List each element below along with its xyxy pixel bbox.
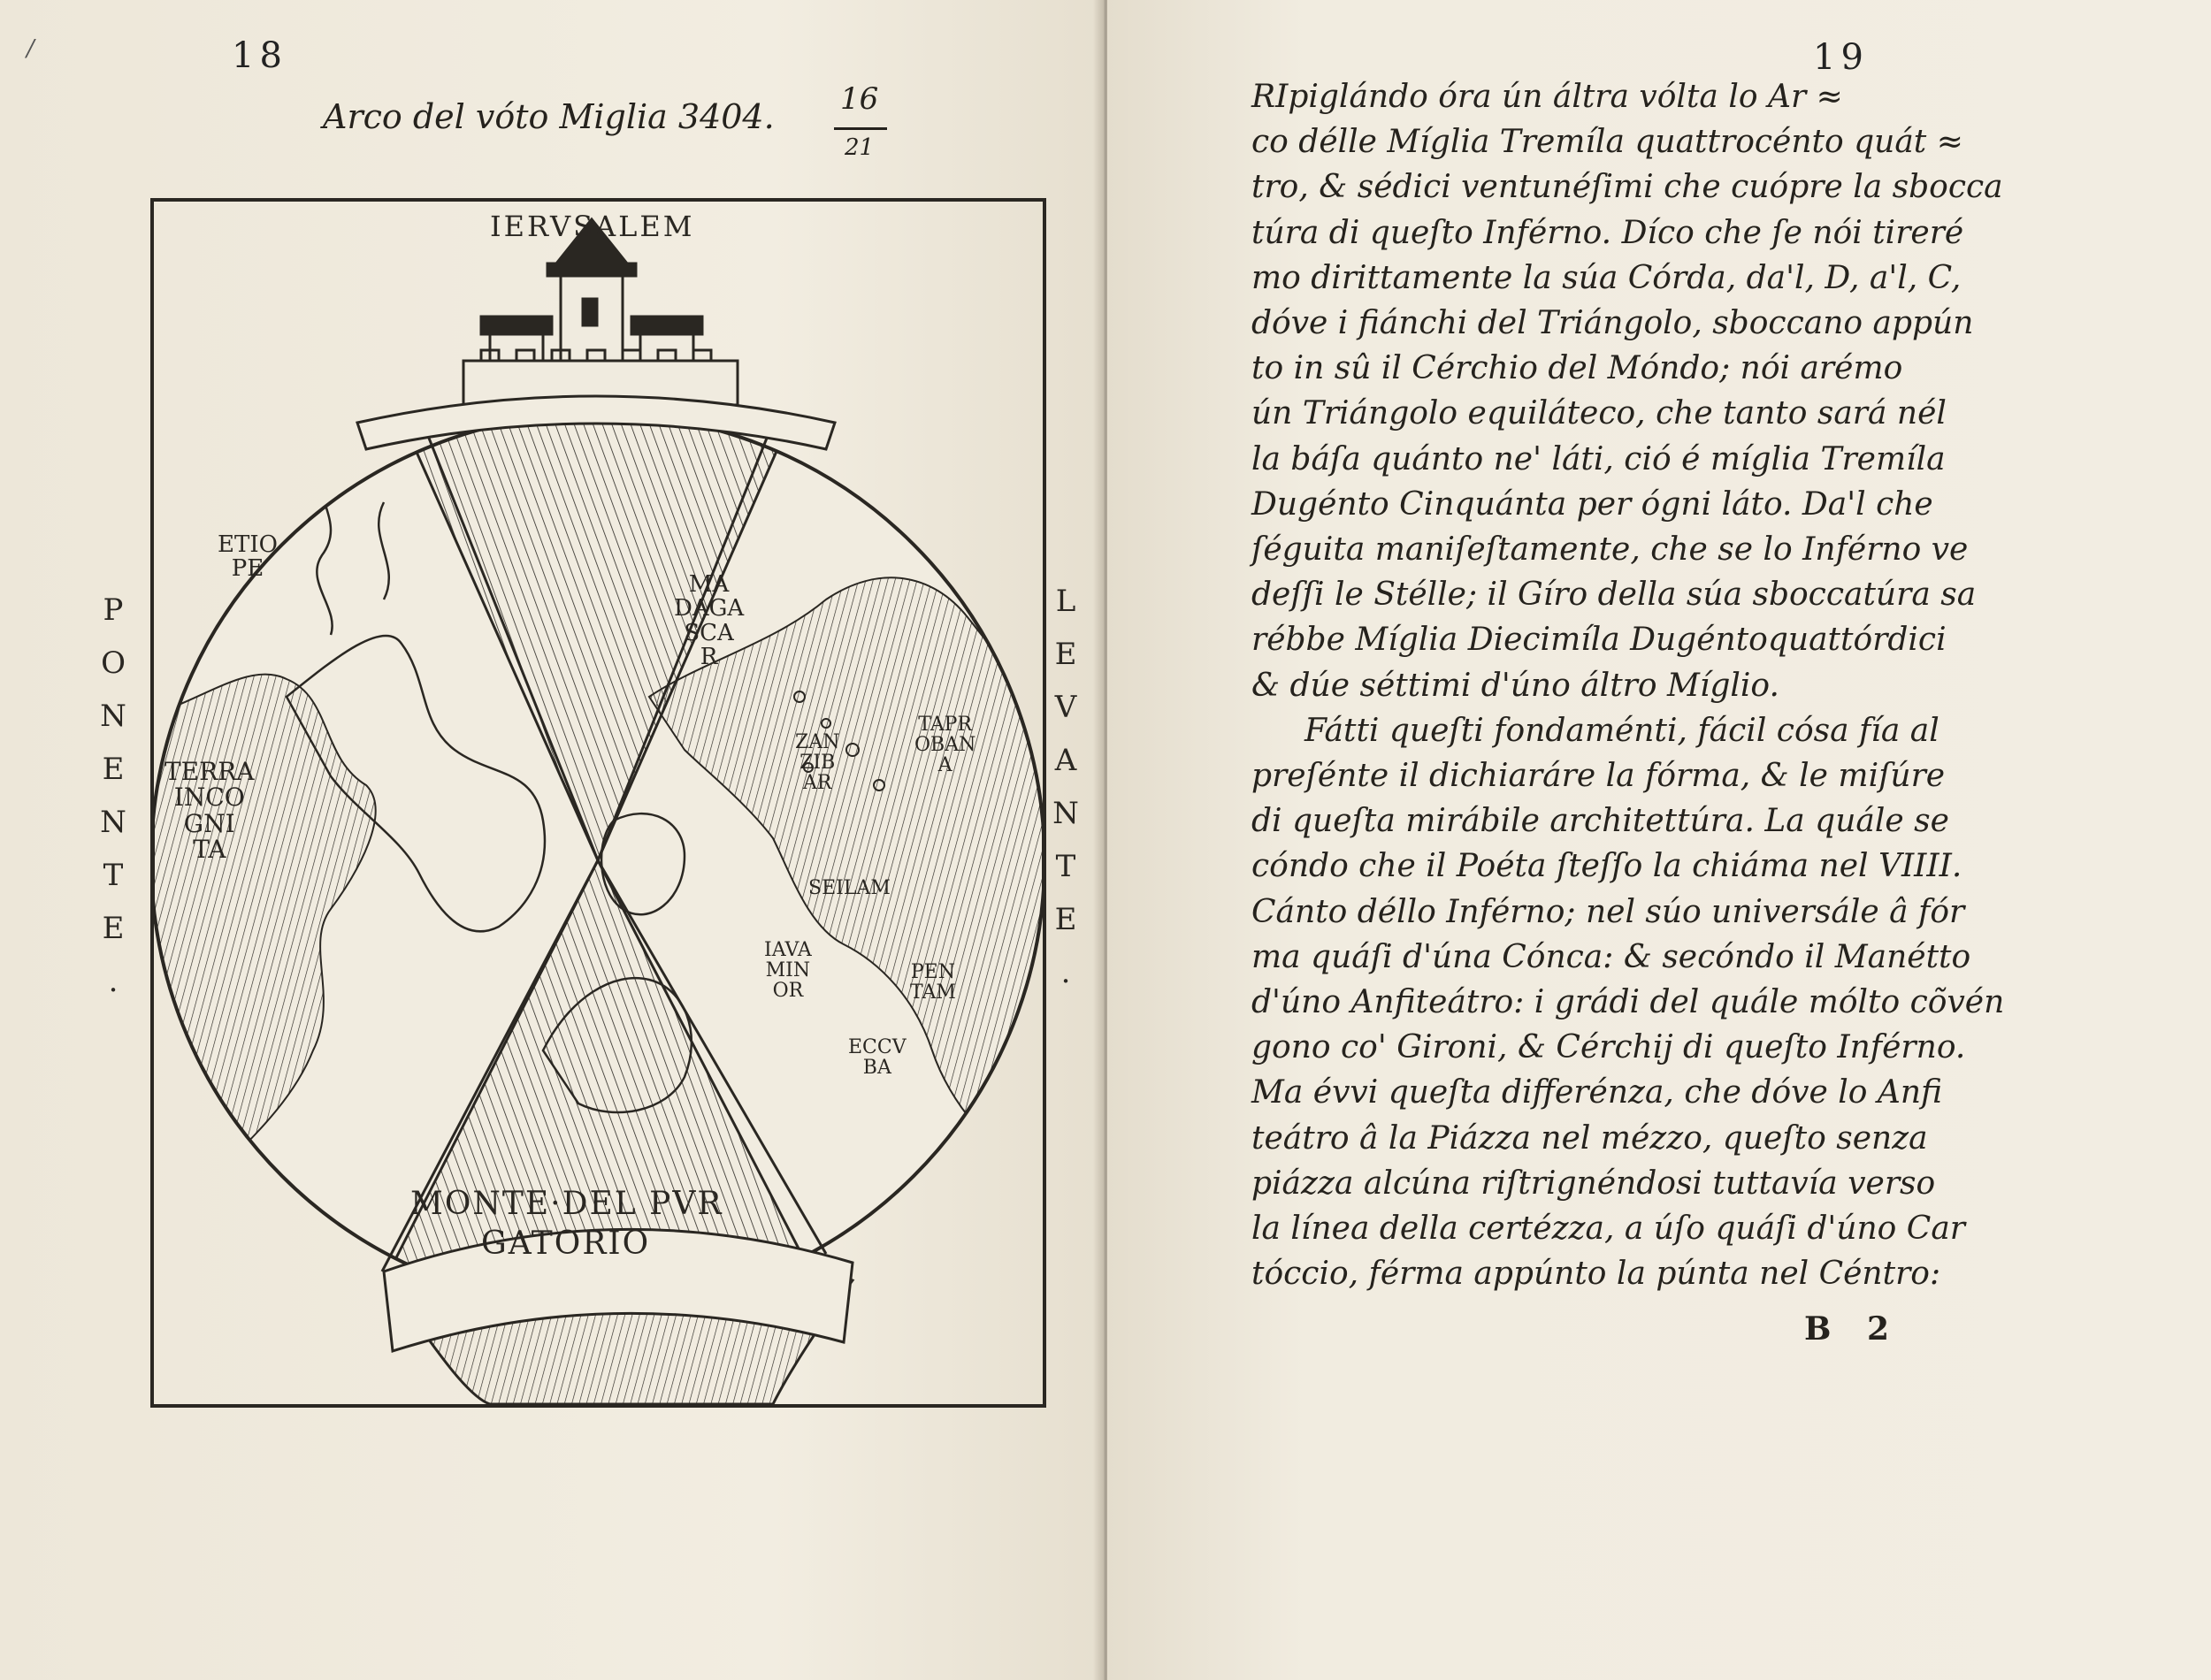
text-line: mo dirittamente la súa Córda, da'l, D, a'l, C, xyxy=(1251,259,1962,296)
text-line: tóccio, férma appúnto la púnta nel Céntro: xyxy=(1251,1256,1941,1293)
text-line: di queſta mirábile architettúra. La quále se xyxy=(1251,803,1949,840)
map-label-terra-incognita: TERRA INCO GNI TA xyxy=(164,757,255,865)
map-label-seilam: SEILAM xyxy=(808,877,891,899)
text-line: rébbe Míglia Diecimíla Dugéntoquattórdici xyxy=(1251,622,1947,659)
text-line: cóndo che il Poéta ſteſſo la chiáma nel VIIII. xyxy=(1251,848,1962,885)
map-label-taprobana: TAPR OBAN A xyxy=(914,714,976,777)
text-line: dóve i fiánchi del Triángolo, sboccano appún xyxy=(1251,305,1974,342)
castle-icon xyxy=(463,219,738,405)
text-line: la línea della certézza, a úſo quáſi d'úno Car xyxy=(1251,1210,1966,1248)
map-label-purgatory-line2: GATORIO xyxy=(481,1226,651,1262)
text-line: Cánto déllo Inférno; nel súo universále â fór xyxy=(1251,893,1965,930)
map-label-etiope: ETIO PE xyxy=(218,531,278,583)
text-line: Ma évvi queſta differénza, che dóve lo Anfi xyxy=(1251,1074,1943,1111)
map-label-purgatory-line1: MONTE·DEL PVR xyxy=(410,1186,723,1222)
map-label-zanzibar: ZAN ZIB AR xyxy=(795,731,840,795)
text-line: ma quáſi d'úna Cónca: & secóndo il Manétto xyxy=(1251,938,1971,975)
page-number-left: 18 xyxy=(232,35,287,76)
text-line: co délle Míglia Tremíla quattrocénto quát ≈ xyxy=(1251,124,1963,161)
text-line: d'úno Anfiteátro: i grádi del quále mólto cõvén xyxy=(1251,984,2005,1021)
text-line: deſſi le Stélle; il Gíro della súa sboccatúra sa xyxy=(1251,577,1977,614)
text-line: ún Triángolo equiláteco, che tanto sará nél xyxy=(1251,395,1947,432)
woodcut-map-frame xyxy=(150,198,1046,1408)
corner-mark: / xyxy=(27,35,34,62)
map-label-madagascar: MA DAGA SCA R xyxy=(674,571,745,670)
header-text: Arco del vóto Miglia 3404. xyxy=(323,97,775,136)
page-number-right: 19 xyxy=(1813,37,1869,78)
text-line: Dugénto Cinquánta per ógni láto. Da'l che xyxy=(1251,485,1933,523)
text-line: to in sû il Cérchio del Móndo; nói arémo xyxy=(1251,350,1903,387)
right-page-text xyxy=(1251,74,2005,1296)
signature-mark: B 2 xyxy=(1804,1310,1902,1348)
text-line: gono co' Gironi, & Cérchij di queſto Inférno. xyxy=(1251,1029,1966,1066)
text-line: Fátti queſti fondaménti, fácil cósa fía al xyxy=(1304,712,1939,749)
left-page xyxy=(0,0,1104,1680)
text-line: teátro â la Piázza nel mézzo, queſto senza xyxy=(1251,1119,1928,1157)
header-fraction-bar xyxy=(834,127,887,130)
text-line: ſéguita maniſeſtamente, che se lo Inférno ve xyxy=(1251,531,1969,569)
text-line: tro, & sédici ventunéſimi che cuópre la sbocca xyxy=(1251,169,2003,206)
side-label-ponente: PONENTE. xyxy=(96,592,131,1017)
text-line: la báſa quánto ne' láti, ció é míglia Tremíla xyxy=(1251,440,1946,477)
map-label-jerusalem: IERVSALEM xyxy=(490,210,695,243)
woodcut-header xyxy=(323,81,879,161)
woodcut-map-illustration xyxy=(154,202,1043,1404)
map-label-iava-minor: IAVA MIN OR xyxy=(764,939,812,1003)
header-fraction-top: 16 xyxy=(840,81,879,117)
map-label-eccvuba: ECCV BA xyxy=(848,1036,907,1080)
map-label-pentam: PEN TAM xyxy=(910,961,956,1004)
side-label-levante: LEVANTE. xyxy=(1048,584,1083,1008)
text-line: túra di queſto Inférno. Díco che ſe nói tireré xyxy=(1251,214,1964,251)
header-fraction-bottom: 21 xyxy=(845,134,875,161)
text-line: piázza alcúna riſtrignéndosi tuttavía verso xyxy=(1251,1165,1936,1202)
text-line: preſénte il dichiaráre la fórma, & le miſúre xyxy=(1251,758,1946,795)
text-line: RIpiglándo óra ún áltra vólta lo Ar ≈ xyxy=(1251,79,1843,115)
text-line: & dúe séttimi d'úno áltro Míglio. xyxy=(1251,667,1779,704)
